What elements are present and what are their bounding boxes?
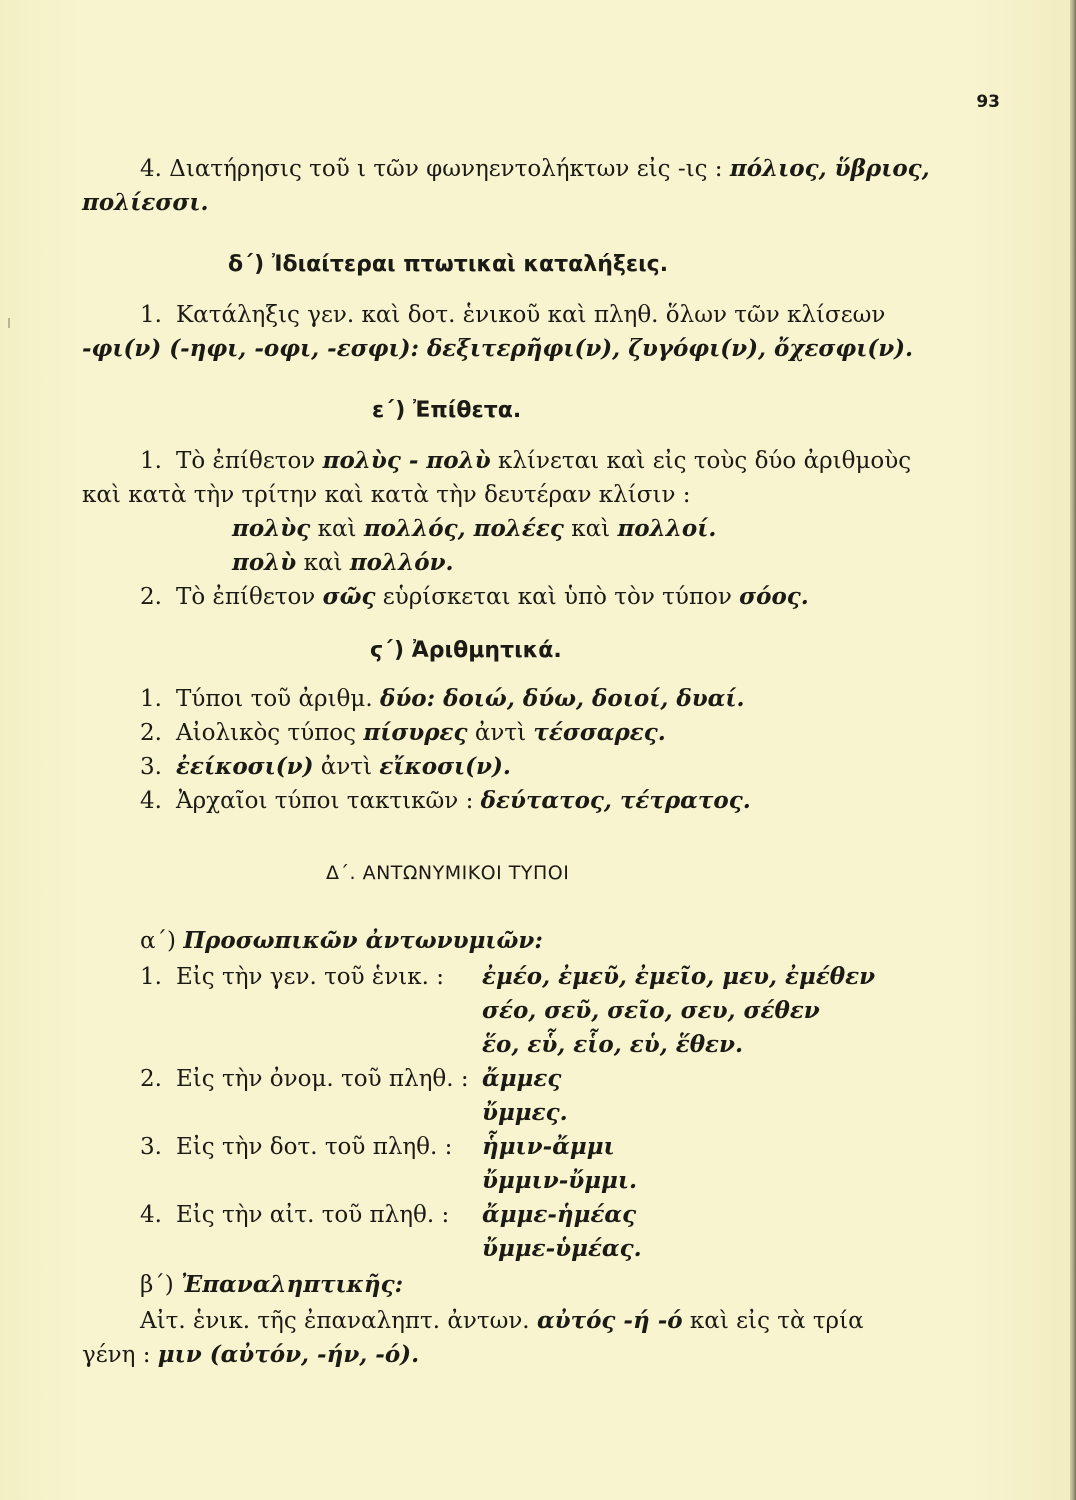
- stigma-item-3-a: ἐείκοσι(ν): [176, 753, 314, 780]
- ex1-a: πολὺς: [232, 515, 311, 542]
- delta-item-1-number: 1.: [140, 302, 162, 328]
- ex1-b: καὶ: [317, 516, 357, 542]
- epsilon-item-2-number: 2.: [140, 584, 162, 610]
- margin-mark: [8, 318, 10, 328]
- item-4-line: [140, 154, 930, 184]
- alpha-item-3-form-1: ἧμιν-ἄμμι: [482, 1133, 615, 1160]
- alpha-item-2: [140, 1064, 469, 1094]
- epsilon-example-2: [232, 548, 454, 578]
- stigma-item-1-a: Τύποι τοῦ ἀριθμ.: [176, 686, 373, 712]
- stigma-item-2-number: 2.: [140, 720, 162, 746]
- alpha-item-3-number: 3.: [140, 1134, 162, 1160]
- epsilon-item-2-d: σόος.: [739, 583, 809, 610]
- beta-text-b: αὐτός -ή -ό: [536, 1307, 683, 1334]
- heading-delta: δ´) Ἰδιαίτεραι πτωτικαὶ καταλήξεις.: [228, 252, 669, 277]
- beta-text-c: καὶ εἰς τὰ τρία: [689, 1308, 864, 1334]
- beta-cont-b: μιν (αὐτόν, -ήν, -ό).: [157, 1341, 420, 1368]
- ex2-c: πολλόν.: [349, 549, 454, 576]
- alpha-item-1-form-3: ἕο, εὗ, εἷο, εὑ, ἕθεν.: [482, 1031, 743, 1058]
- stigma-item-4-b: δεύτατος, τέτρατος.: [480, 787, 751, 814]
- alpha-item-1: [140, 962, 444, 992]
- beta-cont-a: γένη :: [82, 1342, 151, 1368]
- alpha-title: Προσωπικῶν ἀντωνυμιῶν:: [183, 927, 543, 954]
- stigma-item-2-c: ἀντὶ: [474, 720, 527, 746]
- epsilon-item-1-text-c: κλίνεται καὶ εἰς τοὺς δύο ἀριθμοὺς: [498, 448, 912, 474]
- section-title: Δ´. ΑΝΤΩΝΥΜΙΚΟΙ ΤΥΠΟΙ: [326, 862, 570, 884]
- alpha-item-3: [140, 1132, 452, 1162]
- alpha-item-4-form-2: ὔμμε-ὑμέας.: [482, 1235, 642, 1262]
- item-4-text: Διατήρησις τοῦ ι τῶν φωνηεντολήκτων εἰς -ις :: [169, 156, 723, 182]
- epsilon-item-1-form: πολὺς - πολὺ: [322, 447, 491, 474]
- heading-stigma: ϛ´) Ἀριθμητικά.: [370, 638, 562, 663]
- stigma-item-2: [140, 718, 666, 748]
- stigma-item-3-c: εἴκοσι(ν).: [379, 753, 511, 780]
- alpha-item-4: [140, 1200, 449, 1230]
- alpha-item-2-text: Εἰς τὴν ὀνομ. τοῦ πληθ. :: [176, 1066, 469, 1092]
- page-edge: [1070, 0, 1076, 1500]
- epsilon-item-2: [140, 582, 809, 612]
- stigma-item-2-a: Αἰολικὸς τύπος: [176, 720, 357, 746]
- alpha-item-3-text: Εἰς τὴν δοτ. τοῦ πληθ. :: [176, 1134, 453, 1160]
- ex2-a: πολὺ: [232, 549, 297, 576]
- item-4-continuation: πολίεσσι.: [82, 189, 209, 216]
- alpha-item-1-number: 1.: [140, 964, 162, 990]
- beta-text: [140, 1306, 864, 1336]
- beta-label: β´): [140, 1272, 174, 1298]
- ex2-b: καὶ: [303, 550, 343, 576]
- delta-item-1-text: Κατάληξις γεν. καὶ δοτ. ἑνικοῦ καὶ πληθ. ὅλων τῶν κλίσεων: [176, 302, 886, 328]
- epsilon-item-1-text-a: Τὸ ἐπίθετον: [176, 448, 316, 474]
- beta-heading: [140, 1270, 403, 1300]
- alpha-item-1-form-1: ἐμέο, ἐμεῦ, ἐμεῖο, μευ, ἐμέθεν: [482, 963, 876, 990]
- stigma-item-3: [140, 752, 511, 782]
- epsilon-item-1: [140, 446, 911, 476]
- stigma-item-4-number: 4.: [140, 788, 162, 814]
- item-4-number: 4.: [140, 156, 162, 182]
- ex1-d: καὶ: [571, 516, 611, 542]
- epsilon-item-2-a: Τὸ ἐπίθετον: [176, 584, 316, 610]
- stigma-item-1-number: 1.: [140, 686, 162, 712]
- alpha-heading: [140, 926, 543, 956]
- alpha-item-2-number: 2.: [140, 1066, 162, 1092]
- epsilon-item-2-b: σῶς: [322, 583, 376, 610]
- stigma-item-1-b: δύο: δοιώ, δύω, δοιοί, δυαί.: [379, 685, 745, 712]
- beta-title: Ἐπαναληπτικῆς:: [181, 1271, 404, 1298]
- epsilon-item-1-number: 1.: [140, 448, 162, 474]
- delta-item-1-cont: -φι(ν) (-ηφι, -οφι, -εσφι): δεξιτερῆφι(ν), ζυγόφι(ν), ὄχεσφι(ν).: [82, 335, 914, 362]
- beta-continuation: [82, 1340, 419, 1370]
- stigma-item-2-b: πίσυρες: [363, 719, 468, 746]
- alpha-label: α´): [140, 928, 177, 954]
- epsilon-item-1-cont: καὶ κατὰ τὴν τρίτην καὶ κατὰ τὴν δευτέραν κλίσιν :: [82, 482, 691, 508]
- item-4-examples: πόλιος, ὕβριος,: [729, 155, 930, 182]
- alpha-item-3-form-2: ὔμμιν-ὔμμι.: [482, 1167, 638, 1194]
- alpha-item-1-form-2: σέο, σεῦ, σεῖο, σευ, σέθεν: [482, 997, 820, 1024]
- alpha-item-1-text: Εἰς τὴν γεν. τοῦ ἑνικ. :: [176, 964, 445, 990]
- stigma-item-4: [140, 786, 751, 816]
- ex1-c: πολλός, πολέες: [363, 515, 564, 542]
- stigma-item-1: [140, 684, 745, 714]
- beta-text-a: Αἰτ. ἑνικ. τῆς ἐπαναληπτ. ἀντων.: [140, 1308, 530, 1334]
- alpha-item-2-form-1: ἄμμες: [482, 1065, 562, 1092]
- stigma-item-3-b: ἀντὶ: [320, 754, 373, 780]
- page-number: 93: [976, 92, 1000, 112]
- stigma-item-2-d: τέσσαρες.: [533, 719, 666, 746]
- heading-epsilon: ε´) Ἐπίθετα.: [372, 398, 522, 423]
- ex1-e: πολλοί.: [617, 515, 717, 542]
- epsilon-item-2-c: εὑρίσκεται καὶ ὑπὸ τὸν τύπον: [382, 584, 732, 610]
- alpha-item-4-number: 4.: [140, 1202, 162, 1228]
- alpha-item-4-text: Εἰς τὴν αἰτ. τοῦ πληθ. :: [176, 1202, 450, 1228]
- alpha-item-2-form-2: ὔμμες.: [482, 1099, 568, 1126]
- stigma-item-3-number: 3.: [140, 754, 162, 780]
- alpha-item-4-form-1: ἄμμε-ἡμέας: [482, 1201, 637, 1228]
- delta-item-1: [140, 300, 885, 330]
- stigma-item-4-a: Ἀρχαῖοι τύποι τακτικῶν :: [176, 788, 474, 814]
- epsilon-example-1: [232, 514, 716, 544]
